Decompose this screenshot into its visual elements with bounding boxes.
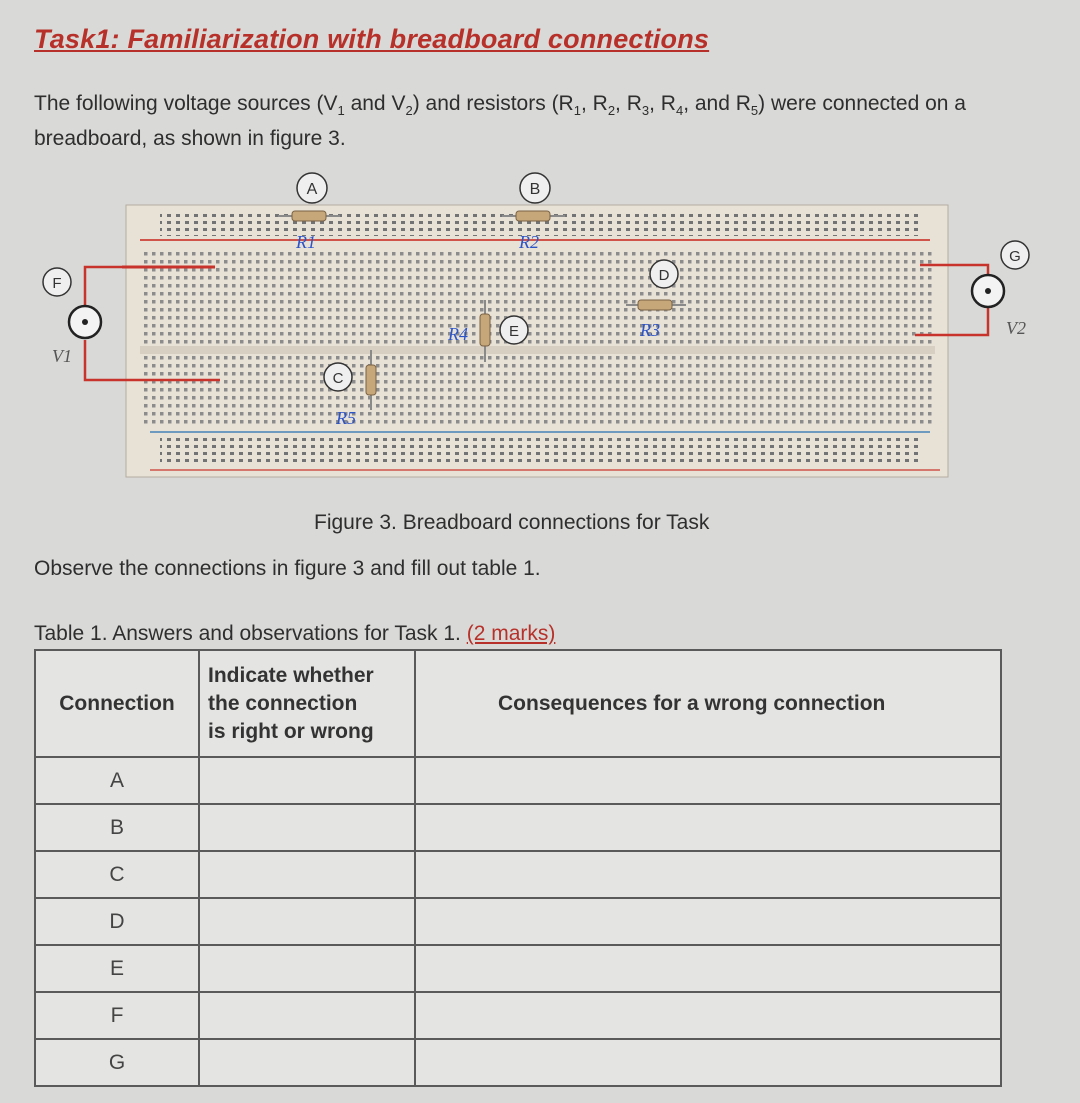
header-indicate: Indicate whether the connection is right or wrong: [199, 650, 415, 757]
right-or-wrong-cell[interactable]: [199, 945, 415, 992]
row-connection-label: E: [35, 945, 199, 992]
right-or-wrong-cell[interactable]: [199, 851, 415, 898]
point-label-a: [297, 173, 327, 203]
svg-text:C: C: [332, 370, 344, 387]
right-or-wrong-cell[interactable]: [199, 898, 415, 945]
consequences-cell[interactable]: [415, 898, 1001, 945]
svg-text:E: E: [508, 323, 520, 340]
table-row: [35, 992, 1001, 1039]
v2-label: V2: [1006, 318, 1026, 338]
row-connection-label: D: [35, 898, 199, 945]
right-or-wrong-cell[interactable]: [199, 804, 415, 851]
answers-table: [34, 649, 1002, 1087]
svg-text:A: A: [306, 181, 318, 198]
svg-text:R1: R1: [296, 232, 316, 252]
breadboard-figure: [30, 170, 1060, 490]
svg-text:D: D: [658, 267, 670, 284]
right-or-wrong-cell[interactable]: [199, 757, 415, 804]
point-label-c: [324, 363, 352, 391]
marks-label: (2 marks): [466, 622, 556, 645]
row-connection-label: B: [35, 804, 199, 851]
table-header-row: [35, 650, 1001, 757]
row-connection-label: A: [35, 757, 199, 804]
table-caption: Table 1. Answers and observations for Task 1. (2 marks): [34, 622, 556, 645]
svg-text:B: B: [529, 181, 541, 198]
svg-text:R5: R5: [336, 408, 356, 428]
v1-label: V1: [52, 346, 72, 366]
consequences-cell[interactable]: [415, 804, 1001, 851]
figure-caption: Figure 3. Breadboard connections for Task: [314, 511, 710, 534]
table-row: [35, 898, 1001, 945]
right-or-wrong-cell[interactable]: [199, 1039, 415, 1086]
intro-paragraph: The following voltage sources ($V_1$ and $V_2$) and resistors ($R_1$, $R_2$, $R_3$, $R_4$, and $R_5$) were connected on a breadboard, as shown in figure 3.: [34, 92, 966, 151]
point-label-e: [500, 316, 528, 344]
svg-text:F: F: [52, 275, 62, 292]
consequences-cell[interactable]: [415, 851, 1001, 898]
point-label-g: [1001, 241, 1029, 269]
svg-text:R4: R4: [448, 324, 468, 344]
row-connection-label: C: [35, 851, 199, 898]
header-connection: Connection: [35, 650, 199, 757]
task-title: Task1: Familiarization with breadboard connections: [34, 24, 710, 54]
svg-text:G: G: [1009, 248, 1021, 265]
point-label-d: [650, 260, 678, 288]
svg-text:R2: R2: [519, 232, 539, 252]
svg-text:R3: R3: [640, 320, 660, 340]
point-label-f: [43, 268, 71, 296]
consequences-cell[interactable]: [415, 757, 1001, 804]
point-label-b: [520, 173, 550, 203]
table-row: [35, 757, 1001, 804]
table-row: [35, 851, 1001, 898]
table-row: [35, 804, 1001, 851]
right-or-wrong-cell[interactable]: [199, 992, 415, 1039]
table-row: [35, 945, 1001, 992]
header-consequences: Consequences for a wrong connection: [415, 650, 1001, 757]
row-connection-label: F: [35, 992, 199, 1039]
table-row: [35, 1039, 1001, 1086]
consequences-cell[interactable]: [415, 992, 1001, 1039]
consequences-cell[interactable]: [415, 1039, 1001, 1086]
instruction-text: Observe the connections in figure 3 and fill out table 1.: [34, 557, 541, 580]
row-connection-label: G: [35, 1039, 199, 1086]
consequences-cell[interactable]: [415, 945, 1001, 992]
